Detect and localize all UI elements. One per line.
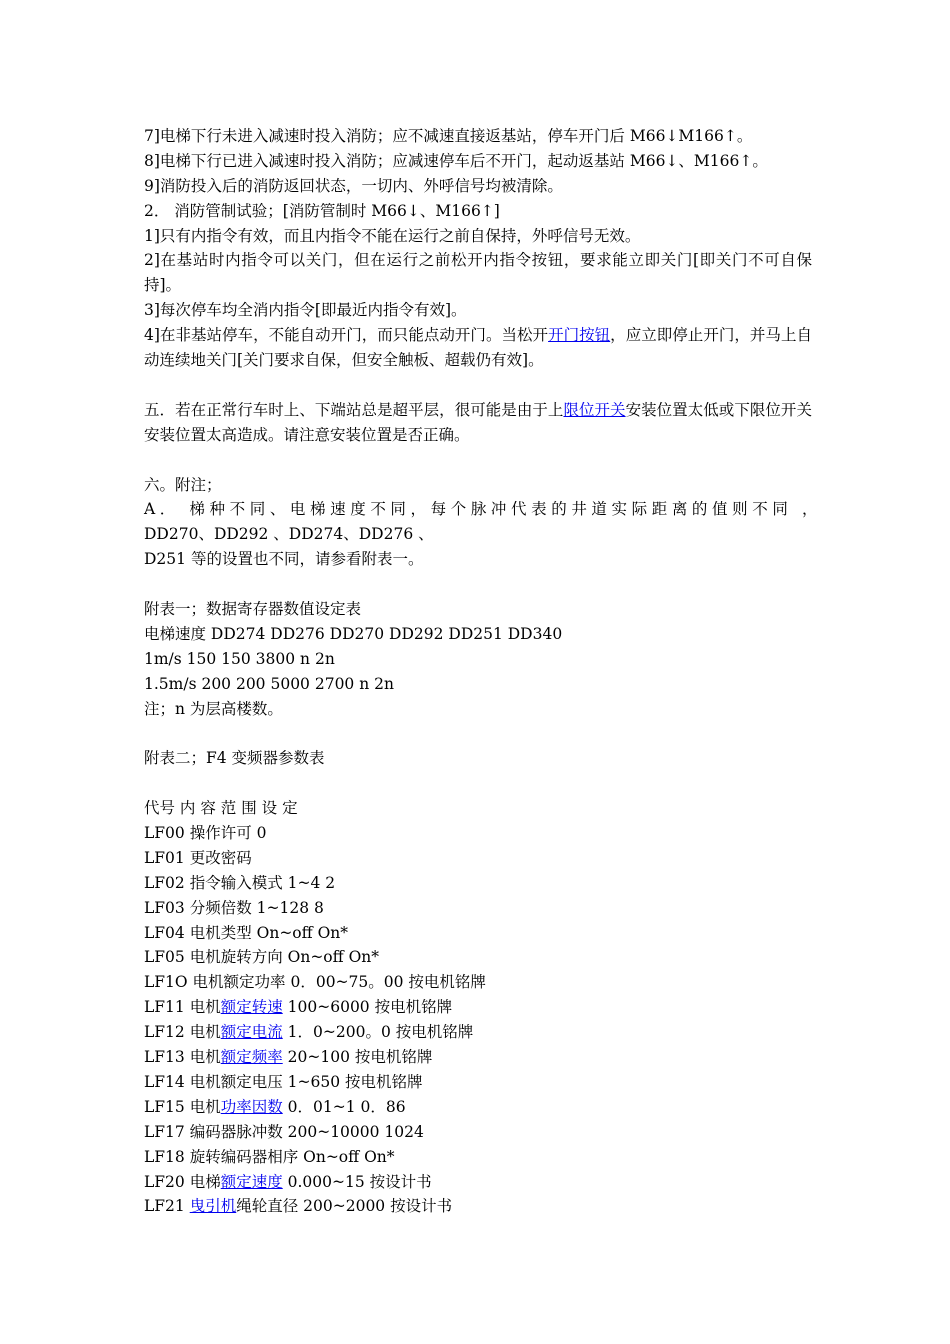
section-5-paragraph (144, 398, 812, 448)
note-a-line-2: DD270、DD292 、DD274、DD276 、 (144, 525, 434, 544)
document-page (144, 124, 823, 1219)
fire-step-7: 7]电梯下行未进入减速时投入消防；应不减速直接返基站，停车开门后 M66↓M166↑。 (144, 127, 753, 145)
limit-switch-link[interactable]: 限位开关 (563, 400, 626, 419)
rated-current-link[interactable]: 额定电流 (220, 1023, 283, 1042)
table-2-row: LF04 电机类型 On~off On* (144, 923, 349, 942)
blank-line (144, 373, 812, 398)
table-2-row (144, 1170, 812, 1195)
row-suffix: 0．01~1 0．86 (282, 1097, 406, 1116)
table-2-row (144, 1095, 812, 1120)
fire-control-item-4-post: ，应立即停止开门，并马上自动连续地关门[关门要求自保，但安全触板、超载仍有效]。 (144, 326, 812, 370)
row-prefix: LF13 电机 (144, 1048, 221, 1067)
row-prefix: LF21 (144, 1197, 190, 1216)
blank-line (144, 448, 812, 473)
note-a-line-3: D251 等的设置也不同，请参看附表一。 (144, 550, 424, 569)
table-2-row: LF02 指令输入模式 1~4 2 (144, 873, 336, 892)
table-2-header: 代号 内 容 范 围 设 定 (144, 799, 298, 818)
table-2-row: LF14 电机额定电压 1~650 按电机铭牌 (144, 1072, 423, 1091)
note-a-line-1: A． 梯种不同、电梯速度不同，每个脉冲代表的井道实际距离的值则不同 ， (144, 500, 823, 519)
blank-line (144, 771, 812, 796)
fire-control-item-3: 3]每次停车均全消内指令[即最近内指令有效]。 (144, 301, 467, 320)
rated-frequency-link[interactable]: 额定频率 (220, 1048, 283, 1067)
row-prefix: LF11 电机 (144, 998, 221, 1017)
elevator-rated-speed-link[interactable]: 额定速度 (220, 1172, 283, 1191)
table-2-row: LF18 旋转编码器相序 On~off On* (144, 1147, 395, 1166)
section-5-pre: 五．若在正常行车时上、下端站总是超平层，很可能是由于上 (144, 400, 564, 419)
power-factor-link[interactable]: 功率因数 (220, 1097, 283, 1116)
rated-speed-rpm-link[interactable]: 额定转速 (220, 998, 283, 1017)
row-suffix: 绳轮直径 200~2000 按设计书 (236, 1197, 453, 1216)
table-2-row (144, 1194, 812, 1219)
table-2-row (144, 995, 812, 1020)
fire-control-item-4 (144, 323, 812, 373)
door-open-button-link[interactable]: 开门按钮 (548, 326, 611, 345)
row-prefix: LF15 电机 (144, 1097, 221, 1116)
table-2-row (144, 1045, 812, 1070)
section-6-heading: 六。附注； (144, 475, 222, 494)
row-prefix: LF12 电机 (144, 1023, 221, 1042)
row-suffix: 100~6000 按电机铭牌 (282, 998, 453, 1017)
fire-control-item-4-pre: 4]在非基站停车，不能自动开门，而只能点动开门。当松开 (144, 326, 549, 345)
section-5-post: 安装位置太低或下限位开关安装位置太高造成。请注意安装位置是否正确。 (144, 400, 812, 444)
table-1-row: 1m/s 150 150 3800 n 2n (144, 649, 335, 668)
table-2-row: LF05 电机旋转方向 On~off On* (144, 948, 380, 967)
fire-step-8: 8]电梯下行已进入减速时投入消防；应减速停车后不开门，起动返基站 M66↓、M166↑。 (144, 151, 768, 170)
row-prefix: LF20 电梯 (144, 1172, 221, 1191)
table-2-title: 附表二；F4 变频器参数表 (144, 749, 325, 768)
fire-control-item-1: 1]只有内指令有效，而且内指令不能在运行之前自保持，外呼信号无效。 (144, 226, 641, 245)
table-1-title: 附表一；数据寄存器数值设定表 (144, 600, 362, 619)
fire-control-item-2: 2]在基站时内指令可以关门，但在运行之前松开内指令按钮，要求能立即关门[即关门不可自保持]。 (144, 251, 812, 295)
table-1-header: 电梯速度 DD274 DD276 DD270 DD292 DD251 DD340 (144, 624, 563, 643)
table-2-row: LF17 编码器脉冲数 200~10000 1024 (144, 1122, 424, 1141)
fire-control-test-heading: 2． 消防管制试验；[消防管制时 M66↓、M166↑] (144, 201, 500, 220)
table-2-row: LF01 更改密码 (144, 848, 252, 867)
row-suffix: 20~100 按电机铭牌 (282, 1048, 433, 1067)
table-2-row: LF1O 电机额定功率 0．00~75。00 按电机铭牌 (144, 973, 486, 992)
fire-step-9: 9]消防投入后的消防返回状态，一切内、外呼信号均被清除。 (144, 176, 563, 195)
row-suffix: 1．0~200。0 按电机铭牌 (282, 1023, 474, 1042)
table-1-row: 1.5m/s 200 200 5000 2700 n 2n (144, 674, 394, 693)
table-1-note: 注；n 为层高楼数。 (144, 699, 283, 718)
table-2-row: LF00 操作许可 0 (144, 824, 267, 843)
table-2-row: LF03 分频倍数 1~128 8 (144, 898, 324, 917)
row-suffix: 0.000~15 按设计书 (282, 1172, 432, 1191)
blank-line (144, 721, 812, 746)
blank-line (144, 572, 812, 597)
table-2-row (144, 1020, 812, 1045)
traction-machine-link[interactable]: 曳引机 (189, 1197, 237, 1216)
